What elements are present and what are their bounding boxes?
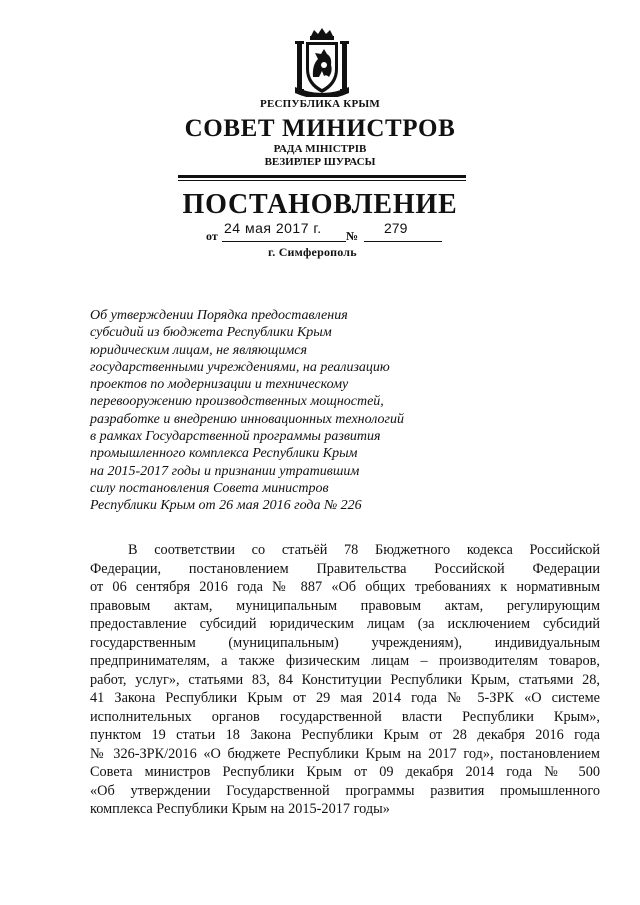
body-line: государственным (муниципальным) учреждениям), индивидуальным xyxy=(90,634,600,651)
subject-line: государственными учреждениями, на реализацию xyxy=(90,359,390,375)
republic-name: РЕСПУБЛИКА КРЫМ xyxy=(260,98,380,110)
document-number: 279 xyxy=(384,220,408,236)
subject-line: Об утверждении Порядка предоставления xyxy=(90,308,348,323)
subject-line: на 2015-2017 годы и признании утратившим xyxy=(90,463,360,479)
body-line: исполнительных органов государственной власти Республики Крым», xyxy=(90,708,600,725)
body-line: предоставление субсидий юридическим лицам (за исключением субсидий xyxy=(90,616,600,632)
body-line: правовым актам, муниципальным правовым актам, регулирующим xyxy=(90,597,600,614)
body-line: комплекса Республики Крым на 2015-2017 годы» xyxy=(90,801,390,817)
document-city: г. Симферополь xyxy=(268,245,357,259)
body-line: 41 Закона Республики Крым от 29 мая 2014 года № 5-ЗРК «О системе xyxy=(90,690,600,706)
document-type: ПОСТАНОВЛЕНИЕ xyxy=(182,189,458,220)
body-line: пунктом 19 статьи 18 Закона Республики Крым от 28 декабря 2016 года xyxy=(90,727,600,743)
crimea-coat-of-arms-icon xyxy=(291,27,353,97)
subject-line: проектов по модернизации и техническому xyxy=(90,377,349,393)
body-line: предпринимателям, а также физическим лицам – производителям товаров, xyxy=(90,653,600,669)
subject-line: Республики Крым от 26 мая 2016 года № 226 xyxy=(90,498,362,514)
body-line: № 326-ЗРК/2016 «О бюджете Республики Крым на 2017 год», постановлением xyxy=(90,745,600,762)
council-title-crimean-tatar: ВЕЗИРЛЕР ШУРАСЫ xyxy=(264,156,376,168)
subject-line: разработке и внедрению инновационных технологий xyxy=(90,411,404,427)
body-line: «Об утверждении Государственной программы развития промышленного xyxy=(90,782,600,799)
council-title: СОВЕТ МИНИСТРОВ xyxy=(184,115,456,142)
body-line: работ, услуг», статьями 83, 84 Конституции Республики Крым, статьями 28, xyxy=(90,671,600,688)
document-date: 24 мая 2017 г. xyxy=(224,220,322,236)
council-title-ukrainian: РАДА МІНІСТРІВ xyxy=(273,143,367,155)
body-line: от 06 сентября 2016 года № 887 «Об общих требованиях к нормативным xyxy=(90,579,600,595)
body-line: Федерации, постановлением Правительства Российской Федерации xyxy=(90,560,600,577)
date-underline xyxy=(222,241,346,242)
subject-line: перевооружению производственных мощностей, xyxy=(90,394,384,410)
number-sign: № xyxy=(346,229,359,243)
subject-line: юридическим лицам, не являющимся xyxy=(90,342,308,358)
body-line: В соответствии со статьёй 78 Бюджетного кодекса Российской xyxy=(128,542,600,558)
body-line: Совета министров Республики Крым от 09 декабря 2014 года № 500 xyxy=(90,764,600,780)
date-number-row xyxy=(206,221,446,243)
subject-line: промышленного комплекса Республики Крым xyxy=(90,446,358,462)
document-subject xyxy=(90,307,460,515)
document-body xyxy=(90,541,600,819)
subject-line: в рамках Государственной программы развития xyxy=(90,429,381,445)
header-rule-thin xyxy=(178,180,466,181)
number-underline xyxy=(364,241,442,242)
date-prefix: от xyxy=(206,229,218,243)
subject-line: силу постановления Совета министров xyxy=(90,480,329,496)
header-rule-thick xyxy=(178,175,466,178)
subject-line: субсидий из бюджета Республики Крым xyxy=(90,325,332,341)
